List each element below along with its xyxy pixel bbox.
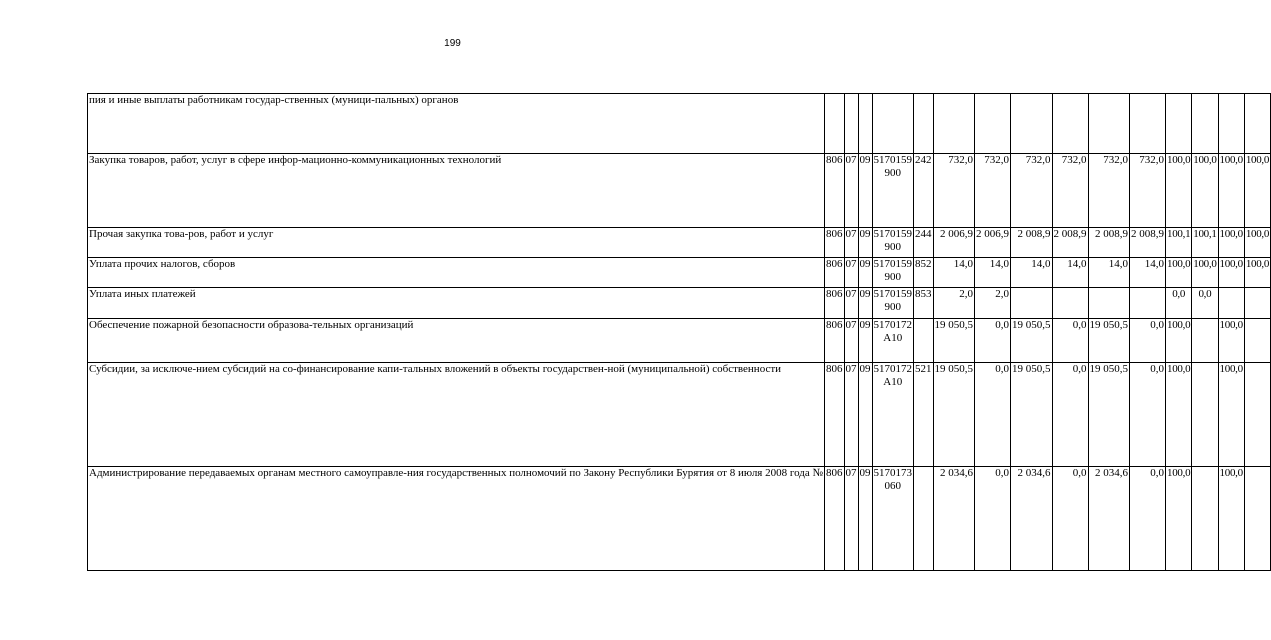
percent-2 bbox=[1192, 319, 1218, 363]
table-row bbox=[88, 467, 1271, 571]
value-5: 19 050,5 bbox=[1088, 363, 1130, 467]
percent-3: 100,0 bbox=[1218, 363, 1244, 467]
target-article-code bbox=[872, 228, 914, 258]
target-article-code-part2: 060 bbox=[884, 480, 902, 493]
target-article-code-part2: 900 bbox=[884, 271, 902, 284]
expense-type-code: 244 bbox=[914, 228, 934, 258]
value-3: 19 050,5 bbox=[1011, 363, 1053, 467]
expense-type-code bbox=[914, 467, 934, 571]
value-2 bbox=[975, 94, 1011, 154]
target-article-code-part1: 5170159 bbox=[873, 288, 913, 300]
row-name: Прочая закупка това-ров, работ и услуг bbox=[88, 228, 825, 258]
section-code: 07 bbox=[844, 363, 858, 467]
percent-1: 100,0 bbox=[1166, 154, 1192, 228]
percent-3: 100,0 bbox=[1218, 319, 1244, 363]
value-3: 732,0 bbox=[1011, 154, 1053, 228]
value-4 bbox=[1052, 288, 1088, 319]
value-2: 0,0 bbox=[975, 467, 1011, 571]
expense-type-code: 242 bbox=[914, 154, 934, 228]
percent-4: 100,0 bbox=[1244, 228, 1270, 258]
target-article-code-part1: 5170159 bbox=[873, 154, 913, 166]
percent-1: 0,0 bbox=[1166, 288, 1192, 319]
target-article-code-part1: 5170173 bbox=[873, 467, 913, 479]
percent-2: 100,0 bbox=[1192, 154, 1218, 228]
expense-type-code: 852 bbox=[914, 258, 934, 288]
section-code: 07 bbox=[844, 288, 858, 319]
percent-4 bbox=[1244, 363, 1270, 467]
value-6: 0,0 bbox=[1130, 319, 1166, 363]
percent-3 bbox=[1218, 94, 1244, 154]
subsection-code: 09 bbox=[858, 363, 872, 467]
section-code: 07 bbox=[844, 154, 858, 228]
page-number: 199 bbox=[444, 38, 461, 49]
value-5 bbox=[1088, 94, 1130, 154]
value-3: 2 034,6 bbox=[1011, 467, 1053, 571]
percent-2: 100,0 bbox=[1192, 258, 1218, 288]
grbs-code bbox=[825, 94, 845, 154]
row-name: Обеспечение пожарной безопасности образова-тельных организаций bbox=[88, 319, 825, 363]
table-row bbox=[88, 258, 1271, 288]
percent-4 bbox=[1244, 94, 1270, 154]
row-name: Субсидии, за исключе-нием субсидий на со-финансирование капи-тальных вложений в объекты государствен-ной (муниципальной) собственности bbox=[88, 363, 825, 467]
percent-4 bbox=[1244, 288, 1270, 319]
value-2: 14,0 bbox=[975, 258, 1011, 288]
target-article-code bbox=[872, 154, 914, 228]
value-6: 14,0 bbox=[1130, 258, 1166, 288]
target-article-code-part2: 900 bbox=[884, 167, 902, 180]
grbs-code: 806 bbox=[825, 467, 845, 571]
percent-1: 100,0 bbox=[1166, 363, 1192, 467]
table-row bbox=[88, 319, 1271, 363]
percent-3 bbox=[1218, 288, 1244, 319]
target-article-code-part2: 900 bbox=[884, 241, 902, 254]
subsection-code: 09 bbox=[858, 258, 872, 288]
section-code: 07 bbox=[844, 319, 858, 363]
target-article-code-part2: 900 bbox=[884, 301, 902, 314]
expense-type-code bbox=[914, 319, 934, 363]
percent-2 bbox=[1192, 363, 1218, 467]
table-row bbox=[88, 94, 1271, 154]
percent-3: 100,0 bbox=[1218, 467, 1244, 571]
grbs-code: 806 bbox=[825, 258, 845, 288]
percent-1: 100,0 bbox=[1166, 319, 1192, 363]
subsection-code: 09 bbox=[858, 154, 872, 228]
value-2: 2,0 bbox=[975, 288, 1011, 319]
expense-type-code: 521 bbox=[914, 363, 934, 467]
target-article-code bbox=[872, 258, 914, 288]
percent-2 bbox=[1192, 94, 1218, 154]
percent-3: 100,0 bbox=[1218, 154, 1244, 228]
target-article-code-part2: А10 bbox=[883, 376, 903, 389]
value-1: 732,0 bbox=[933, 154, 975, 228]
value-1 bbox=[933, 94, 975, 154]
value-3: 2 008,9 bbox=[1011, 228, 1053, 258]
value-5: 19 050,5 bbox=[1088, 319, 1130, 363]
percent-4: 100,0 bbox=[1244, 258, 1270, 288]
target-article-code-part2: А10 bbox=[883, 332, 903, 345]
table-bottom-rule bbox=[87, 570, 845, 571]
target-article-code-part1: 5170159 bbox=[873, 228, 913, 240]
percent-4 bbox=[1244, 319, 1270, 363]
value-6 bbox=[1130, 288, 1166, 319]
percent-4: 100,0 bbox=[1244, 154, 1270, 228]
target-article-code-part1: 5170159 bbox=[873, 258, 913, 270]
subsection-code: 09 bbox=[858, 288, 872, 319]
grbs-code: 806 bbox=[825, 228, 845, 258]
percent-4 bbox=[1244, 467, 1270, 571]
value-4: 0,0 bbox=[1052, 467, 1088, 571]
value-5: 732,0 bbox=[1088, 154, 1130, 228]
grbs-code: 806 bbox=[825, 288, 845, 319]
row-name: Уплата иных платежей bbox=[88, 288, 825, 319]
table-row bbox=[88, 363, 1271, 467]
value-6: 2 008,9 bbox=[1130, 228, 1166, 258]
value-2: 732,0 bbox=[975, 154, 1011, 228]
value-4 bbox=[1052, 94, 1088, 154]
value-1: 2 006,9 bbox=[933, 228, 975, 258]
percent-2 bbox=[1192, 467, 1218, 571]
value-1: 19 050,5 bbox=[933, 319, 975, 363]
value-3 bbox=[1011, 94, 1053, 154]
table-row bbox=[88, 288, 1271, 319]
value-1: 2 034,6 bbox=[933, 467, 975, 571]
budget-table bbox=[87, 93, 1271, 571]
grbs-code: 806 bbox=[825, 319, 845, 363]
target-article-code-part1: 5170172 bbox=[873, 363, 913, 375]
value-5: 2 034,6 bbox=[1088, 467, 1130, 571]
percent-3: 100,0 bbox=[1218, 258, 1244, 288]
value-4: 0,0 bbox=[1052, 319, 1088, 363]
row-name: Уплата прочих налогов, сборов bbox=[88, 258, 825, 288]
value-1: 14,0 bbox=[933, 258, 975, 288]
value-1: 2,0 bbox=[933, 288, 975, 319]
grbs-code: 806 bbox=[825, 363, 845, 467]
value-5: 2 008,9 bbox=[1088, 228, 1130, 258]
value-3: 19 050,5 bbox=[1011, 319, 1053, 363]
section-code: 07 bbox=[844, 228, 858, 258]
percent-2: 0,0 bbox=[1192, 288, 1218, 319]
percent-2: 100,1 bbox=[1192, 228, 1218, 258]
value-2: 0,0 bbox=[975, 319, 1011, 363]
percent-3: 100,0 bbox=[1218, 228, 1244, 258]
value-4: 14,0 bbox=[1052, 258, 1088, 288]
section-code: 07 bbox=[844, 467, 858, 571]
row-name: Закупка товаров, работ, услуг в сфере инфор-мационно-коммуникационных технологий bbox=[88, 154, 825, 228]
value-1: 19 050,5 bbox=[933, 363, 975, 467]
value-5: 14,0 bbox=[1088, 258, 1130, 288]
percent-1: 100,0 bbox=[1166, 467, 1192, 571]
subsection-code: 09 bbox=[858, 319, 872, 363]
table-row bbox=[88, 228, 1271, 258]
expense-type-code bbox=[914, 94, 934, 154]
target-article-code bbox=[872, 363, 914, 467]
value-6: 0,0 bbox=[1130, 363, 1166, 467]
value-4: 2 008,9 bbox=[1052, 228, 1088, 258]
percent-1: 100,1 bbox=[1166, 228, 1192, 258]
section-code bbox=[844, 94, 858, 154]
value-6: 732,0 bbox=[1130, 154, 1166, 228]
row-name: пия и иные выплаты работникам государ-ственных (муници-пальных) органов bbox=[88, 94, 825, 154]
percent-1 bbox=[1166, 94, 1192, 154]
subsection-code: 09 bbox=[858, 467, 872, 571]
percent-1: 100,0 bbox=[1166, 258, 1192, 288]
value-3: 14,0 bbox=[1011, 258, 1053, 288]
section-code: 07 bbox=[844, 258, 858, 288]
subsection-code bbox=[858, 94, 872, 154]
value-5 bbox=[1088, 288, 1130, 319]
value-6: 0,0 bbox=[1130, 467, 1166, 571]
target-article-code bbox=[872, 467, 914, 571]
value-2: 0,0 bbox=[975, 363, 1011, 467]
value-4: 0,0 bbox=[1052, 363, 1088, 467]
target-article-code bbox=[872, 319, 914, 363]
value-6 bbox=[1130, 94, 1166, 154]
table-row bbox=[88, 154, 1271, 228]
target-article-code-part1: 5170172 bbox=[873, 319, 913, 331]
value-2: 2 006,9 bbox=[975, 228, 1011, 258]
expense-type-code: 853 bbox=[914, 288, 934, 319]
subsection-code: 09 bbox=[858, 228, 872, 258]
grbs-code: 806 bbox=[825, 154, 845, 228]
row-name: Администрирование передаваемых органам местного самоуправле-ния государственных полномочий по Закону Республики Бурятия от 8 июля 2008 года № bbox=[88, 467, 825, 571]
value-3 bbox=[1011, 288, 1053, 319]
target-article-code bbox=[872, 288, 914, 319]
value-4: 732,0 bbox=[1052, 154, 1088, 228]
target-article-code bbox=[872, 94, 914, 154]
